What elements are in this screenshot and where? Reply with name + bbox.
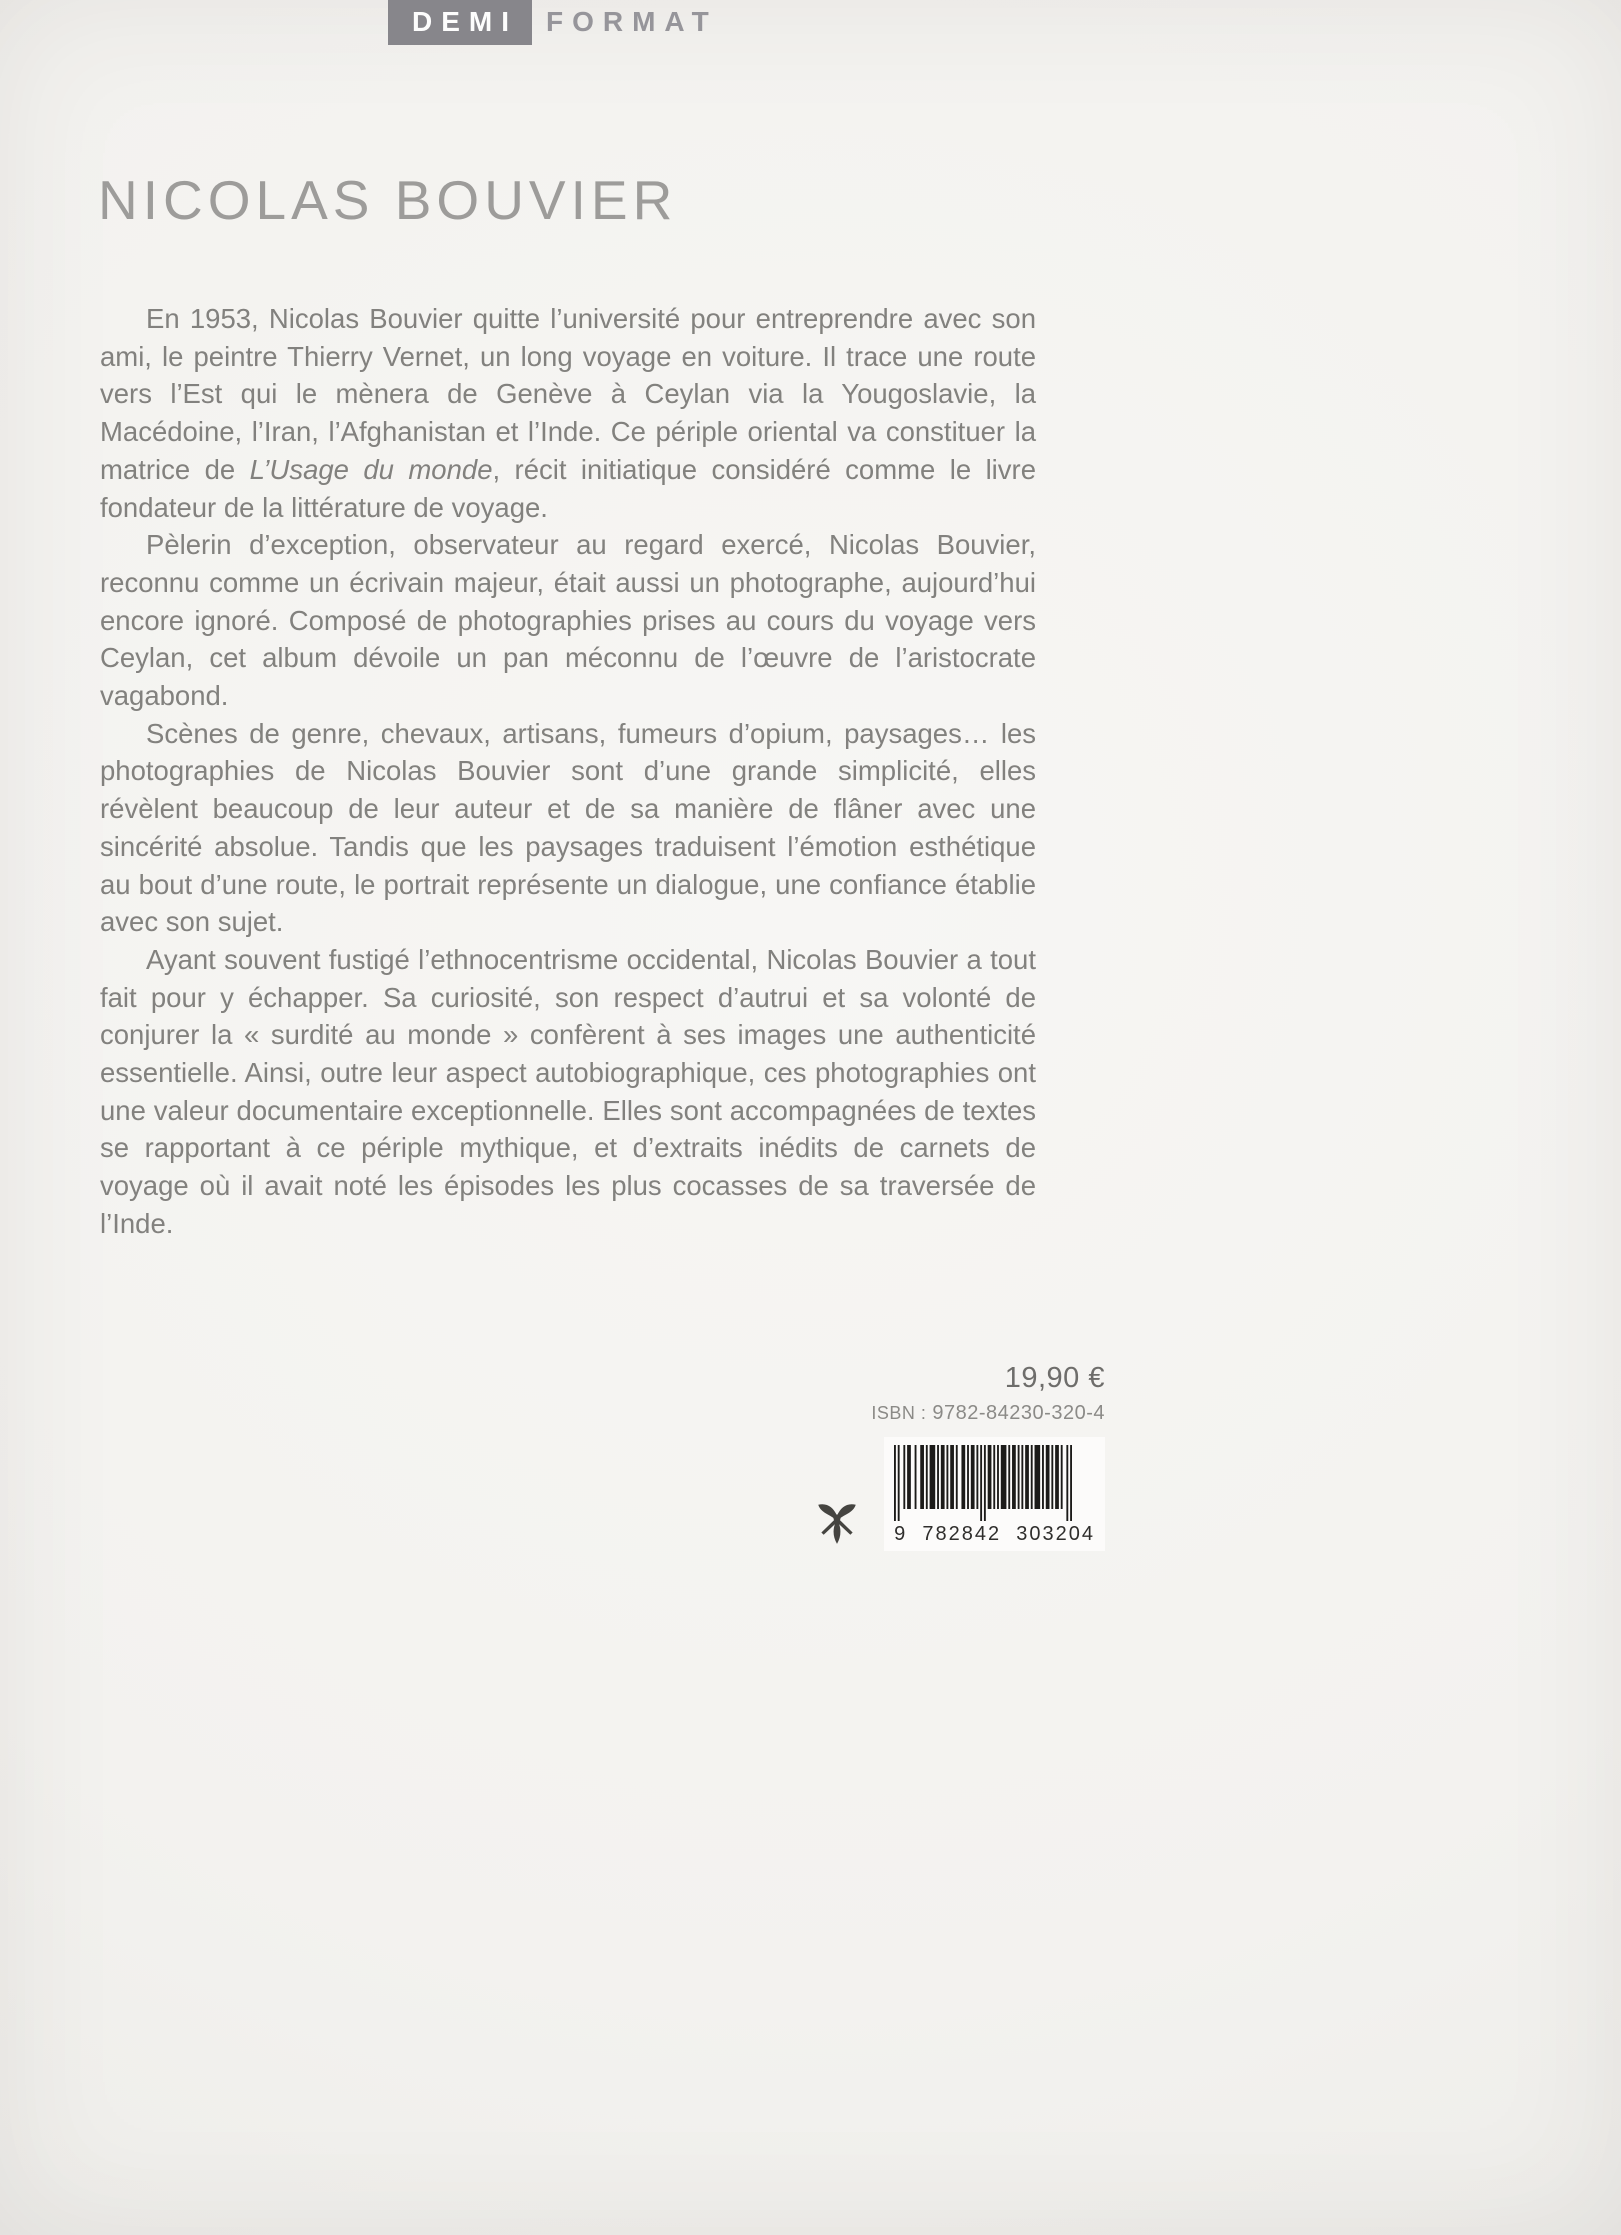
publisher-logo-icon <box>812 1493 862 1549</box>
barcode-bars-icon <box>894 1445 1072 1521</box>
barcode-digits: 9 782842 303204 <box>894 1523 1095 1545</box>
synopsis-paragraph-4: Ayant souvent fustigé l’ethnocentrisme occidental, Nicolas Bouvier a tout fait pour y échapper. Sa curiosité, son respect d’autrui et sa volonté de conjurer la « surdité au monde » confèrent à ses images une authenticité essentielle. Ainsi, outre leur aspect autobiographique, ces photographies ont une valeur documentaire exceptionnelle. Elles sont accompagnées de textes se rapportant à ce périple mythique, et d’extraits inédits de carnets de voyage où il avait noté les épisodes les plus cocasses de sa traversée de l’Inde. <box>100 943 1036 1239</box>
price: 19,90 € <box>1004 1362 1105 1394</box>
isbn-number: 9782-84230-320-4 <box>932 1402 1105 1424</box>
synopsis-paragraph-2: Pèlerin d’exception, observateur au regard exercé, Nicolas Bouvier, reconnu comme un écrivain majeur, était aussi un photographe, aujourd’hui encore ignoré. Composé de photographies prises au cours du voyage vers Ceylan, cet album dévoile un pan méconnu de l’œuvre de l’aristocrate vagabond. <box>100 529 1036 712</box>
barcode-row <box>812 1437 1105 1551</box>
synopsis-paragraph-3: Scènes de genre, chevaux, artisans, fumeurs d’opium, paysages… les photographies de Nicolas Bouvier sont d’une grande simplicité, elles révèlent beaucoup de leur auteur et de sa manière de flâner avec une sincérité absolue. Tandis que les paysages traduisent l’émotion esthétique au bout d’une route, le portrait représente un dialogue, une confiance établie avec son sujet. <box>100 717 1036 938</box>
brand-demi-label: DEMI <box>388 0 532 45</box>
publisher-brand <box>388 0 718 45</box>
paragraph-1-book-title: L’Usage du monde <box>249 453 493 485</box>
synopsis-paragraph-1 <box>100 300 1036 526</box>
paragraph-1-post: , récit initiatique considéré comme le livre fondateur de la littérature de voyage. <box>100 453 1036 523</box>
isbn-line <box>812 1402 1105 1425</box>
synopsis-text <box>100 300 1036 1243</box>
barcode <box>884 1437 1105 1551</box>
commerce-block <box>812 1362 1105 1551</box>
brand-format-label: FORMAT <box>546 6 718 37</box>
paragraph-1-pre: En 1953, Nicolas Bouvier quitte l’université pour entreprendre avec son ami, le peintre Thierry Vernet, un long voyage en voiture. Il trace une route vers l’Est qui le mènera de Genève à Ceylan via la Yougoslavie, la Macédoine, l’Iran, l’Afghanistan et l’Inde. Ce périple oriental va constituer la matrice de <box>100 303 1036 485</box>
page-title: NICOLAS BOUVIER <box>98 169 678 231</box>
isbn-label: ISBN : <box>871 1403 927 1423</box>
